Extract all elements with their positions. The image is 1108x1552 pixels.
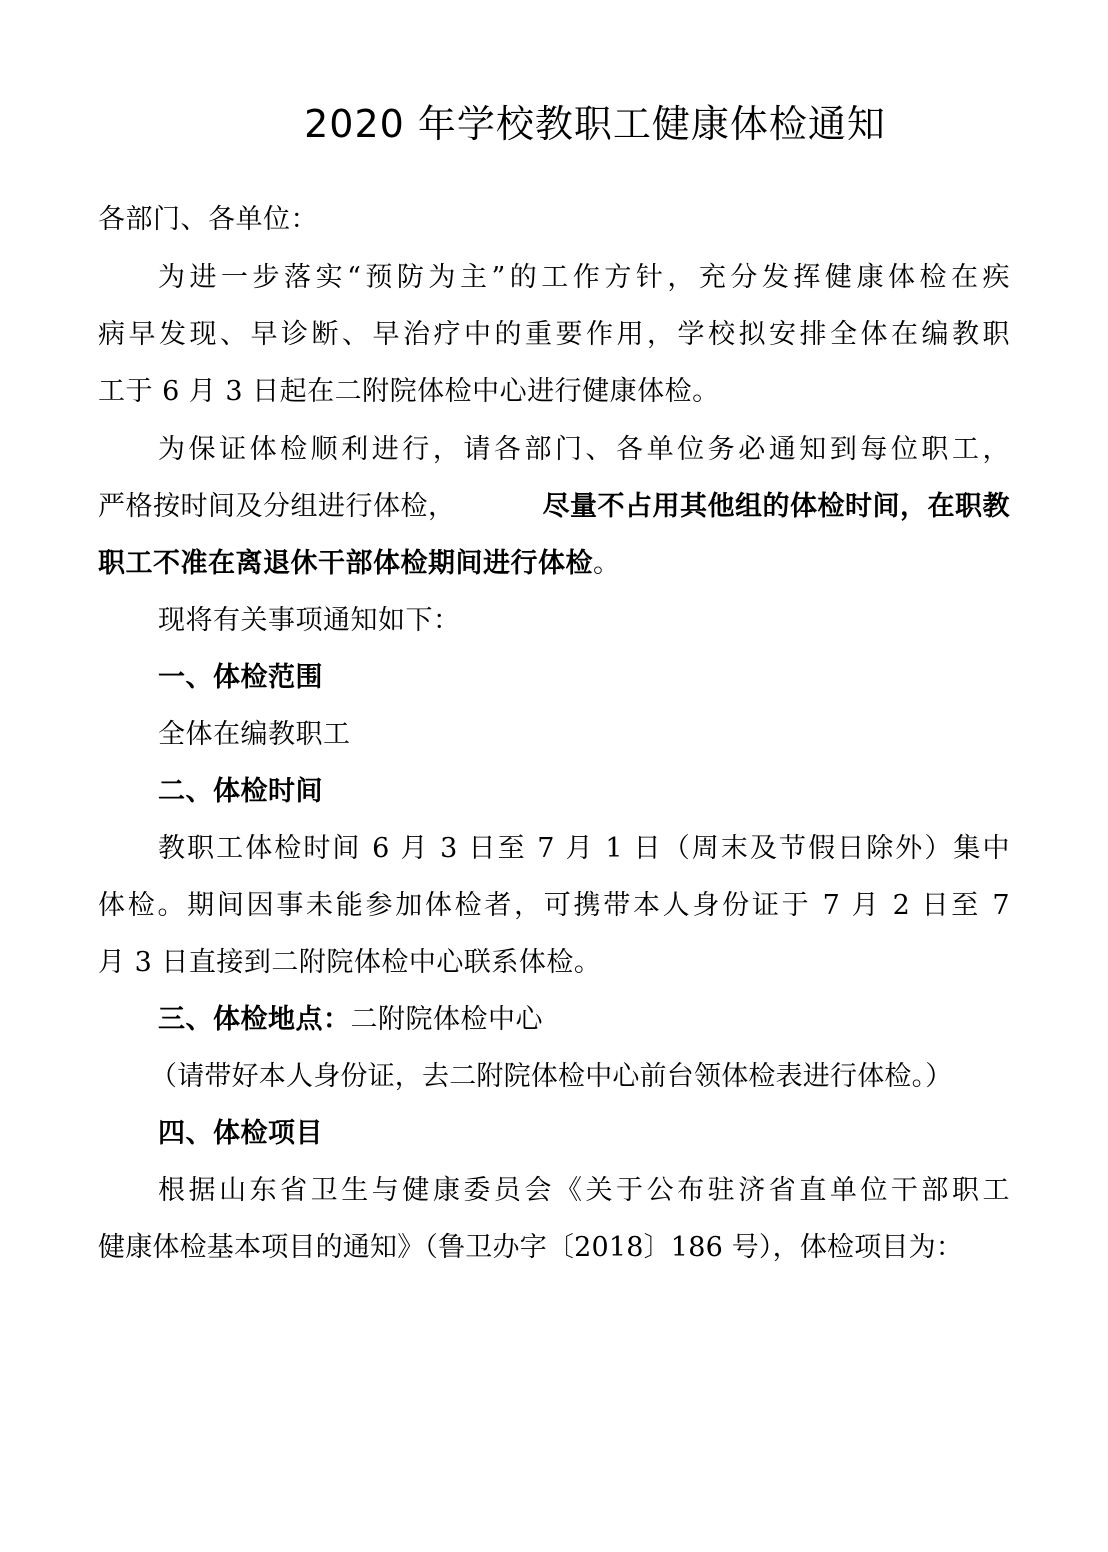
section-4-line-2: 健康体检基本项目的通知》（鲁卫办字〔2018〕186 号），体检项目为： [98, 1232, 964, 1263]
paragraph-1-line-1: 为进一步落实“预防为主”的工作方针，充分发挥健康体检在疾 [158, 262, 1010, 293]
paragraph-2-end-punct: 。 [593, 548, 621, 579]
document-title: 2020 年学校教职工健康体检通知 [304, 102, 886, 146]
paragraph-2-line-3 [98, 544, 621, 584]
section-2-line-1: 教职工体检时间 6 月 3 日至 7 月 1 日（周末及节假日除外）集中 [158, 833, 1010, 864]
paragraph-2-bold-text-2: 职工不准在离退休干部体检期间进行体检 [98, 548, 593, 579]
section-2-heading: 二、体检时间 [158, 776, 323, 807]
paragraph-1-line-3: 工于 6 月 3 日起在二附院体检中心进行健康体检。 [98, 376, 720, 407]
paragraph-2-line-2 [98, 487, 1010, 527]
section-4-line-1: 根据山东省卫生与健康委员会《关于公布驻济省直单位干部职工 [158, 1175, 1010, 1206]
paragraph-2-bold-text: 尽量不占用其他组的体检时间，在职教 [542, 491, 1010, 522]
paragraph-2-line-1: 为保证体检顺利进行，请各部门、各单位务必通知到每位职工， [158, 434, 1010, 465]
section-4-heading: 四、体检项目 [158, 1118, 323, 1149]
section-2-line-3: 月 3 日直接到二附院体检中心联系体检。 [98, 947, 602, 978]
section-3-value: 二附院体检中心 [350, 1004, 543, 1035]
section-3-note: （请带好本人身份证，去二附院体检中心前台领体检表进行体检。） [150, 1061, 953, 1092]
section-1-text: 全体在编教职工 [158, 719, 351, 750]
section-1-heading: 一、体检范围 [158, 662, 323, 693]
paragraph-1-line-2: 病早发现、早诊断、早治疗中的重要作用，学校拟安排全体在编教职 [98, 319, 1010, 350]
paragraph-2-normal-text: 严格按时间及分组进行体检， [98, 491, 456, 522]
section-2-line-2: 体检。期间因事未能参加体检者，可携带本人身份证于 7 月 2 日至 7 [98, 890, 1010, 921]
section-3-line [158, 1000, 543, 1040]
paragraph-3: 现将有关事项通知如下： [158, 605, 461, 636]
section-3-heading: 三、体检地点： [158, 1004, 351, 1035]
salutation: 各部门、各单位： [98, 204, 318, 235]
